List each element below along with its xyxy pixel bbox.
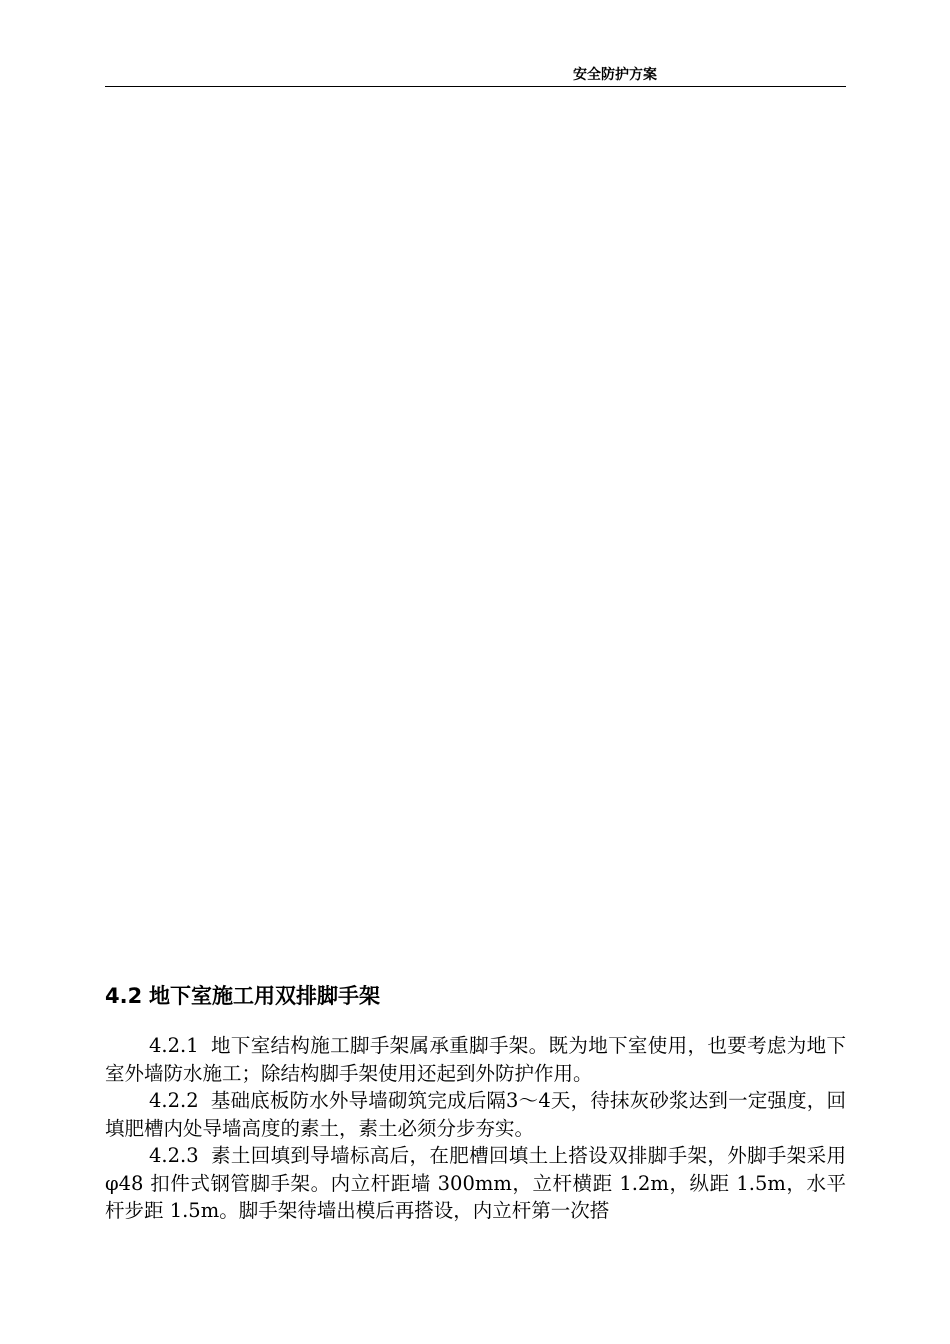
paragraph-text: 地下室结构施工脚手架属承重脚手架。既为地下室使用，也要考虑为地下室外墙防水施工；除结构脚手架使用还起到外防护作用。	[105, 1034, 846, 1085]
paragraph-4-2-1	[105, 1032, 846, 1087]
paragraph-text: 素土回填到导墙标高后，在肥槽回填土上搭设双排脚手架，外脚手架采用 φ48 扣件式钢管脚手架。内立杆距墙 300mm，立杆横距 1.2m，纵距 1.5m，水平杆步距 1.5m。脚手架待墙出模后再搭设，内立杆第一次搭	[105, 1144, 846, 1222]
paragraph-number: 4.2.2	[149, 1089, 199, 1112]
paragraph-text: 基础底板防水外导墙砌筑完成后隔3～4天，待抹灰砂浆达到一定强度，回填肥槽内处导墙高度的素土，素土必须分步夯实。	[105, 1089, 846, 1140]
body-text	[105, 1032, 846, 1225]
section-number: 4.2	[105, 984, 143, 1008]
section-title: 地下室施工用双排脚手架	[149, 984, 380, 1008]
paragraph-4-2-3	[105, 1142, 846, 1225]
section-heading	[105, 982, 380, 1010]
header-divider	[105, 86, 846, 87]
page-header-title: 安全防护方案	[573, 67, 657, 83]
paragraph-number: 4.2.3	[149, 1144, 199, 1167]
paragraph-number: 4.2.1	[149, 1034, 199, 1057]
paragraph-4-2-2	[105, 1087, 846, 1142]
